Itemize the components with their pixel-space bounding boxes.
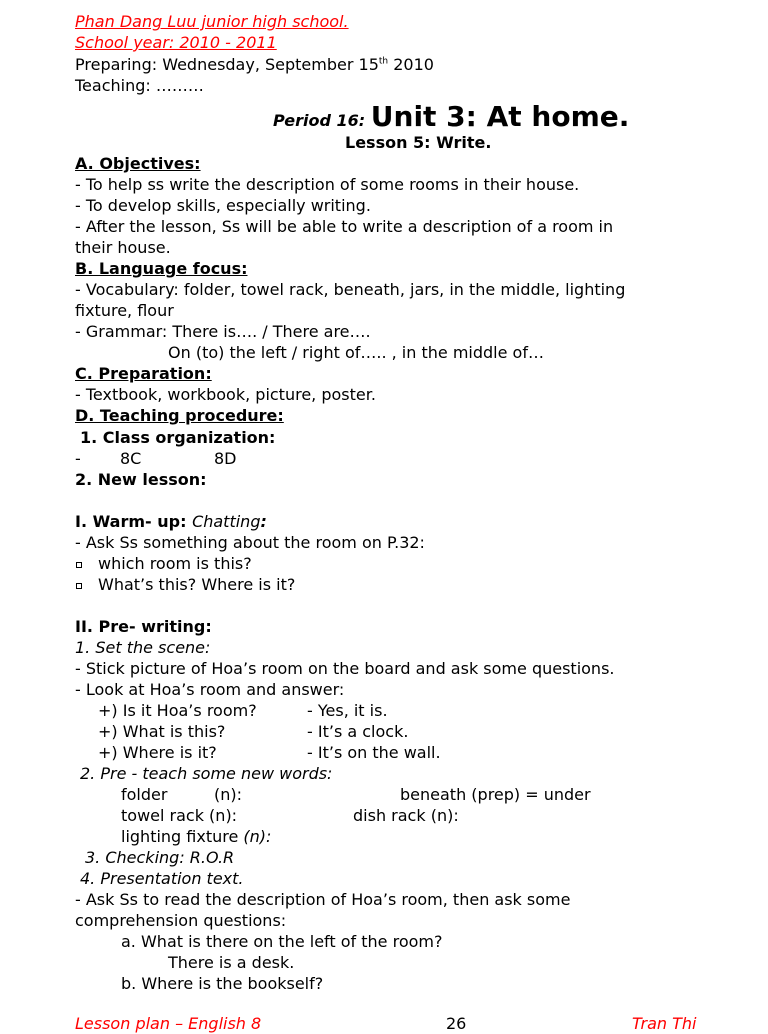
objectives-line-4: their house. bbox=[75, 238, 171, 257]
teaching-line: Teaching: ……… bbox=[75, 76, 204, 95]
procedure-heading: D. Teaching procedure: bbox=[75, 406, 284, 425]
word-dish-rack: dish rack (n): bbox=[353, 806, 459, 825]
class-dash: - bbox=[75, 449, 81, 468]
class-8d: 8D bbox=[214, 449, 237, 468]
school-name: Phan Dang Luu junior high school. bbox=[75, 12, 349, 31]
preparation-heading: C. Preparation: bbox=[75, 364, 212, 383]
class-organization: 1. Class organization: bbox=[80, 428, 276, 447]
footer-lesson-plan: Lesson plan – English 8 bbox=[75, 1014, 262, 1033]
answer-3: - It’s on the wall. bbox=[307, 743, 441, 762]
word-towel-rack: towel rack (n): bbox=[121, 806, 238, 825]
preteach-heading: 2. Pre - teach some new words: bbox=[80, 764, 333, 783]
objectives-heading: A. Objectives: bbox=[75, 154, 201, 173]
warmup-line: - Ask Ss something about the room on P.32: bbox=[75, 533, 425, 552]
lesson-title: Lesson 5: Write. bbox=[345, 133, 492, 152]
question-1: +) Is it Hoa’s room? bbox=[98, 701, 257, 720]
warmup-heading: I. Warm- up: Chatting: bbox=[75, 512, 267, 531]
question-2: +) What is this? bbox=[98, 722, 226, 741]
prewriting-heading: II. Pre- writing: bbox=[75, 617, 212, 636]
page-number: 26 bbox=[446, 1014, 467, 1033]
language-focus-heading: B. Language focus: bbox=[75, 259, 248, 278]
answer-2: - It’s a clock. bbox=[307, 722, 409, 741]
bullet-square-icon bbox=[76, 583, 82, 589]
footer-author: Tran Thi bbox=[632, 1014, 697, 1033]
grammar-line-1: - Grammar: There is…. / There are…. bbox=[75, 322, 371, 341]
grammar-line-2: On (to) the left / right of….. , in the middle of… bbox=[168, 343, 544, 362]
comprehension-question-b: b. Where is the bookself? bbox=[121, 974, 324, 993]
page-title: Period 16: Unit 3: At home. bbox=[273, 100, 630, 133]
prewriting-line-1: - Stick picture of Hoa’s room on the board and ask some questions. bbox=[75, 659, 615, 678]
presentation-text: 4. Presentation text. bbox=[80, 869, 244, 888]
set-scene: 1. Set the scene: bbox=[75, 638, 211, 657]
prewriting-line-2: - Look at Hoa’s room and answer: bbox=[75, 680, 345, 699]
preparation-line: - Textbook, workbook, picture, poster. bbox=[75, 385, 376, 404]
vocabulary-line-2: fixture, flour bbox=[75, 301, 174, 320]
vocabulary-line-1: - Vocabulary: folder, towel rack, beneath, jars, in the middle, lighting bbox=[75, 280, 626, 299]
comprehension-question-a: a. What is there on the left of the room? bbox=[121, 932, 443, 951]
objectives-line-2: - To develop skills, especially writing. bbox=[75, 196, 371, 215]
preparing-date: Preparing: Wednesday, September 15th 2010 bbox=[75, 55, 434, 74]
comprehension-answer-a: There is a desk. bbox=[168, 953, 295, 972]
bullet-square-icon bbox=[76, 562, 82, 568]
question-3: +) Where is it? bbox=[98, 743, 217, 762]
prewriting-line-4: comprehension questions: bbox=[75, 911, 287, 930]
word-folder: folder bbox=[121, 785, 168, 804]
school-year: School year: 2010 - 2011 bbox=[75, 33, 277, 52]
warmup-bullet-2: What’s this? Where is it? bbox=[98, 575, 296, 594]
answer-1: - Yes, it is. bbox=[307, 701, 388, 720]
warmup-bullet-1: which room is this? bbox=[98, 554, 252, 573]
word-lighting-fixture: lighting fixture (n): bbox=[121, 827, 272, 846]
new-lesson: 2. New lesson: bbox=[75, 470, 207, 489]
objectives-line-1: - To help ss write the description of some rooms in their house. bbox=[75, 175, 580, 194]
objectives-line-3: - After the lesson, Ss will be able to write a description of a room in bbox=[75, 217, 614, 236]
class-8c: 8C bbox=[120, 449, 142, 468]
word-beneath: beneath (prep) = under bbox=[400, 785, 591, 804]
prewriting-line-3: - Ask Ss to read the description of Hoa’s room, then ask some bbox=[75, 890, 571, 909]
word-folder-pos: (n): bbox=[214, 785, 243, 804]
checking: 3. Checking: R.O.R bbox=[85, 848, 235, 867]
